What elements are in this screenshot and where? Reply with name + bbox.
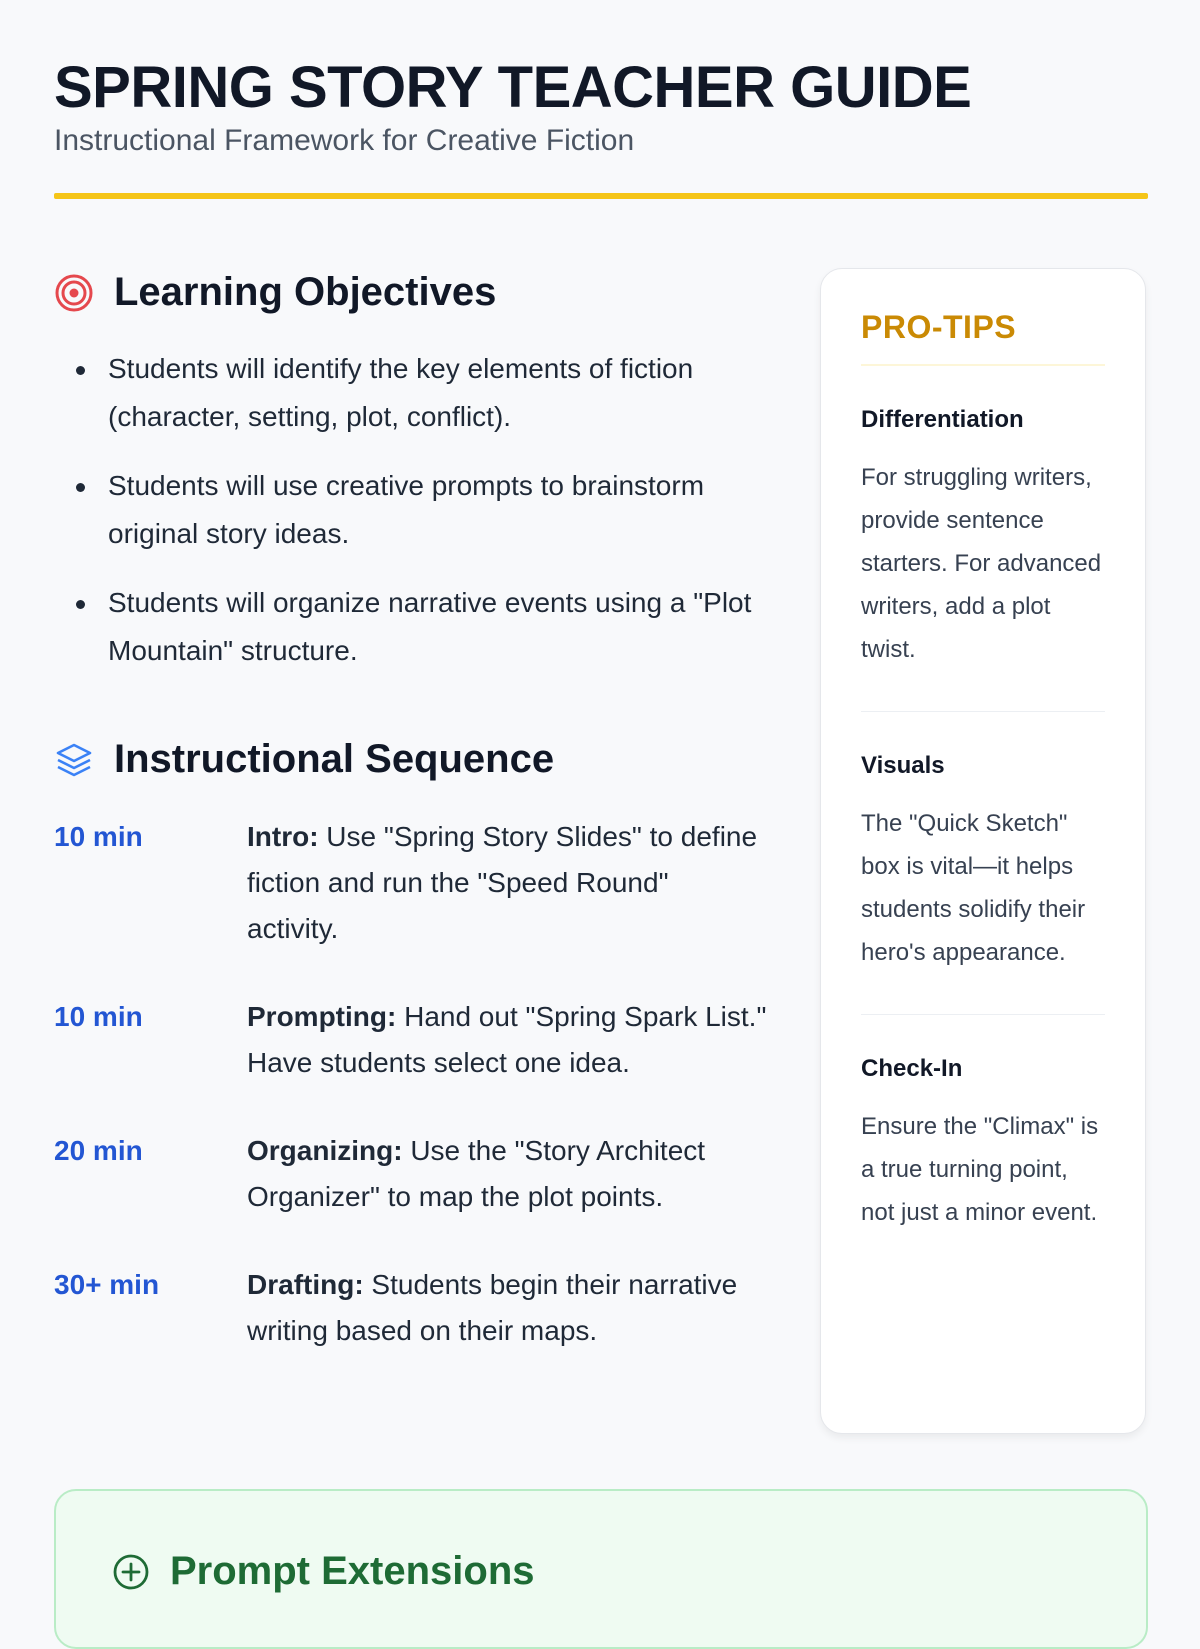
list-item: Students will organize narrative events using a "Plot Mountain" structure. (54, 579, 774, 675)
step-label: Organizing: (247, 1135, 403, 1166)
tip-body: Ensure the "Climax" is a true turning point, not just a minor event. (861, 1113, 1099, 1226)
plus-circle-icon (112, 1553, 150, 1591)
extensions-heading (112, 1549, 535, 1594)
tip-differentiation (861, 366, 1105, 671)
step-time: 30+ min (54, 1269, 160, 1300)
target-icon (54, 273, 94, 313)
step-text (247, 814, 767, 952)
page-title: SPRING STORY TEACHER GUIDE (54, 55, 972, 120)
step-text (247, 1262, 767, 1354)
list-item: Students will use creative prompts to brainstorm original story ideas. (54, 462, 774, 558)
step-description: Use "Spring Story Slides" to define fiction and run the "Speed Round" activity. (247, 821, 758, 944)
prompt-extensions-panel (54, 1489, 1148, 1649)
sequence-step (54, 994, 774, 1086)
step-label: Intro: (247, 821, 319, 852)
pro-tips-title: PRO-TIPS (861, 309, 1105, 366)
step-time: 20 min (54, 1135, 143, 1166)
tip-visuals (861, 711, 1105, 974)
step-time: 10 min (54, 1001, 143, 1032)
extensions-heading-label: Prompt Extensions (170, 1549, 535, 1593)
tip-heading: Check-In (861, 1055, 963, 1082)
layers-icon (54, 740, 94, 780)
sequence-step (54, 1128, 774, 1220)
tip-body: For struggling writers, provide sentence starters. For advanced writers, add a plot twist. (861, 464, 1102, 663)
sequence-heading (54, 737, 554, 782)
tip-heading: Visuals (861, 752, 945, 779)
step-text (247, 1128, 767, 1220)
step-text (247, 994, 767, 1086)
list-item: Students will identify the key elements of fiction (character, setting, plot, conflict). (54, 345, 774, 441)
title-divider (54, 193, 1148, 199)
page-subtitle: Instructional Framework for Creative Fiction (54, 124, 635, 157)
sequence-list (54, 814, 774, 1396)
tip-check-in (861, 1014, 1105, 1234)
step-time: 10 min (54, 821, 143, 852)
objectives-heading (54, 270, 496, 315)
sequence-heading-label: Instructional Sequence (114, 737, 555, 781)
tip-body: The "Quick Sketch" box is vital—it helps students solidify their hero's appearance. (861, 810, 1086, 966)
step-description: Use the "Story Architect Organizer" to map the plot points. (247, 1135, 706, 1212)
objectives-heading-label: Learning Objectives (114, 270, 497, 314)
step-description: Students begin their narrative writing based on their maps. (247, 1269, 738, 1346)
step-description: Hand out "Spring Spark List." Have students select one idea. (247, 1001, 767, 1078)
pro-tips-card (820, 268, 1146, 1434)
sequence-step (54, 814, 774, 952)
step-label: Prompting: (247, 1001, 397, 1032)
sequence-step (54, 1262, 774, 1354)
tip-heading: Differentiation (861, 406, 1024, 433)
objectives-list (54, 345, 774, 696)
step-label: Drafting: (247, 1269, 364, 1300)
